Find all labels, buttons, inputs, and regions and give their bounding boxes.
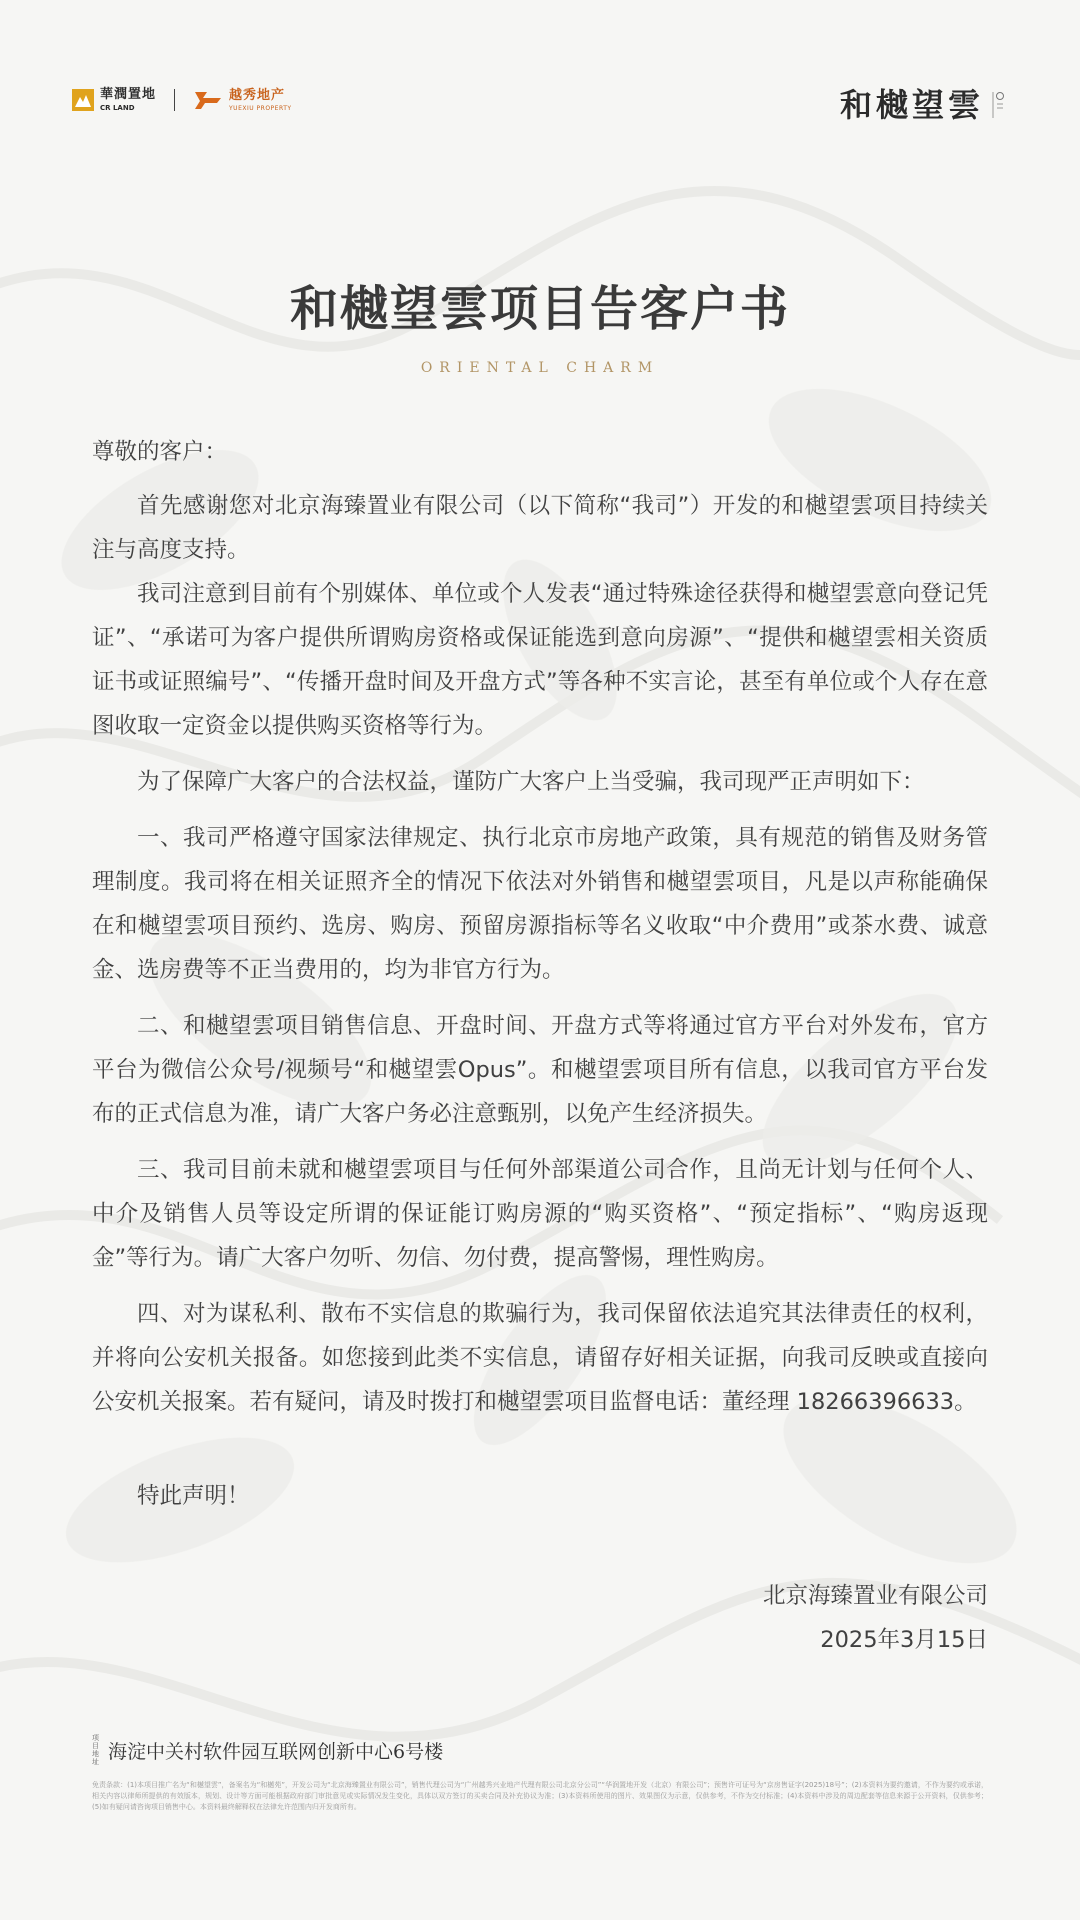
project-logo-text: 和樾望雲	[839, 86, 984, 124]
closing-statement: 特此声明！	[137, 1483, 250, 1509]
yuexiu-name-cn: 越秀地产	[229, 87, 286, 103]
paragraph-statement: 为了保障广大客户的合法权益，谨防广大客户上当受骗，我司现严正声明如下：	[137, 769, 925, 795]
paragraph-item-2: 二、和樾望雲项目销售信息、开盘时间、开盘方式等将通过官方平台对外发布，官方平台为微信公众号/视频号“和樾望雲Opus”。和樾望雲项目所有信息，以我司官方平台发布的正式信息为准，请广大客户务必注意甄别，以免产生经济损失。	[92, 1013, 988, 1127]
disclaimer-text: 免责条款：(1)本项目推广名为“和樾望雲”，备案名为“和樾苑”，开发公司为“北京海臻置业有限公司”，销售代理公司为“广州越秀兴业地产代理有限公司北京分公司”“华润置地开发（北京）有限公司”；预售许可证号为“京房售证字(2025)18号”；(2)本资料为要约邀请，不作为要约或承诺，相关内容以律师所提供的有效版本，规划、设计等方面可能根据政府部门审批意见或实际情况发生变化，具体以双方签订的买卖合同及补充协议为准；(3)本资料所使用的图片、效果图仅为示意，仅供参考，不作为交付标准；(4)本资料中涉及的周边配套等信息来源于公开资料，仅供参考；(5)如有疑问请咨询项目销售中心。本资料最终解释权在法律允许范围内归开发商所有。	[92, 1781, 988, 1811]
crland-name-cn: 華潤置地	[100, 87, 157, 102]
page-subtitle: ORIENTAL CHARM	[420, 360, 660, 376]
yuexiu-name-en: YUEXIU PROPERTY	[229, 104, 292, 112]
crland-name-en: CR LAND	[100, 104, 135, 112]
signature-block	[763, 1574, 988, 1662]
paragraph-notice: 我司注意到目前有个别媒体、单位或个人发表“通过特殊途径获得和樾望雲意向登记凭证”、“承诺可为客户提供所谓购房资格或保证能选到意向房源”、“提供和樾望雲相关资质证书或证照编号”、“传播开盘时间及开盘方式”等各种不实言论，甚至有单位或个人存在意图收取一定资金以提供购买资格等行为。	[92, 581, 988, 739]
seal-icon	[990, 90, 1004, 120]
yuexiu-mark-icon	[193, 89, 223, 111]
developer-logos	[72, 82, 292, 118]
signature-company: 北京海臻置业有限公司	[762, 1583, 988, 1609]
logo-divider	[174, 89, 175, 111]
paragraph-item-1: 一、我司严格遵守国家法律规定、执行北京市房地产政策，具有规范的销售及财务管理制度。我司将在相关证照齐全的情况下依法对外销售和樾望雲项目，凡是以声称能确保在和樾望雲项目预约、选房、购房、预留房源指标等名义收取“中介费用”或茶水费、诚意金、选房费等不正当费用的，均为非官方行为。	[92, 825, 988, 983]
address-text: 海淀中关村软件园互联网创新中心6号楼	[108, 1740, 444, 1763]
project-address	[92, 1734, 443, 1766]
paragraph-intro: 首先感谢您对北京海臻置业有限公司（以下简称“我司”）开发的和樾望雲项目持续关注与高度支持。	[92, 493, 988, 563]
yuexiu-logo	[193, 89, 292, 112]
paragraph-item-4: 四、对为谋私利、散布不实信息的欺骗行为，我司保留依法追究其法律责任的权利，并将向公安机关报备。如您接到此类不实信息，请留存好相关证据，向我司反映或直接向公安机关报案。若有疑问，请及时拨打和樾望雲项目监督电话：董经理 18266396633。	[92, 1301, 988, 1415]
crland-mark-icon	[72, 89, 94, 111]
notice-body	[92, 430, 988, 1518]
project-brand-logo	[840, 80, 1004, 126]
address-label: 项目地址	[92, 1734, 99, 1766]
page-title: 和樾望雲项目告客户书	[289, 281, 790, 337]
salutation: 尊敬的客户：	[92, 439, 228, 465]
paragraph-item-3: 三、我司目前未就和樾望雲项目与任何外部渠道公司合作，且尚无计划与任何个人、中介及销售人员等设定所谓的保证能订购房源的“购买资格”、“预定指标”、“购房返现金”等行为。请广大客户勿听、勿信、勿付费，提高警惕，理性购房。	[92, 1157, 988, 1271]
crland-logo	[72, 88, 156, 112]
signature-date: 2025年3月15日	[820, 1627, 988, 1653]
